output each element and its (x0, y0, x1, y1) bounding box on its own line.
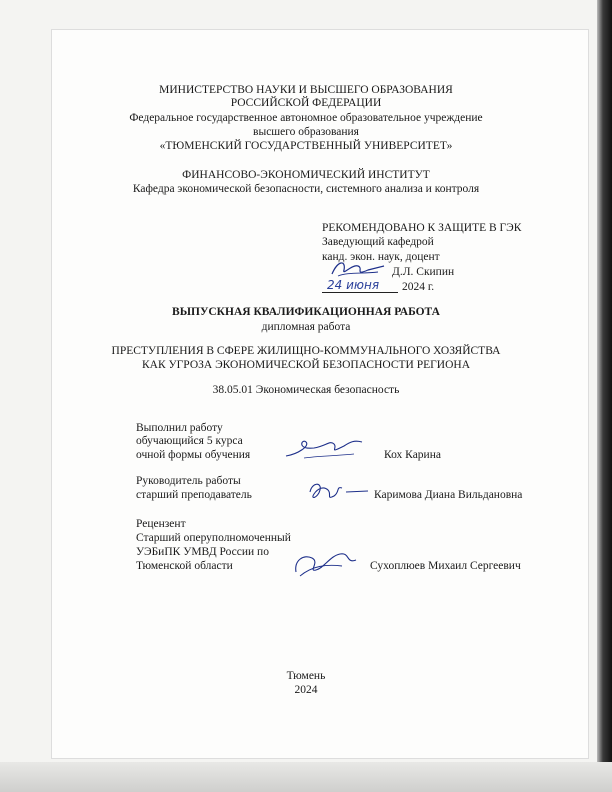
author-line1: Выполнил работу (136, 422, 223, 434)
ministry-line1: МИНИСТЕРСТВО НАУКИ И ВЫСШЕГО ОБРАЗОВАНИЯ (159, 84, 453, 96)
supervisor-line1: Руководитель работы (136, 475, 241, 487)
author-signature (284, 436, 364, 462)
specialty: 38.05.01 Экономическая безопасность (212, 384, 400, 396)
topic-line1: ПРЕСТУПЛЕНИЯ В СФЕРЕ ЖИЛИЩНО-КОММУНАЛЬНОГО ХОЗЯЙСТВА (111, 345, 501, 357)
head-signature (328, 256, 388, 280)
reviewer-line3: УЭБиПК УМВД России по (136, 546, 269, 558)
footer-year: 2024 (294, 684, 318, 696)
institute-name: ФИНАНСОВО-ЭКОНОМИЧЕСКИЙ ИНСТИТУТ (182, 169, 430, 181)
reviewer-line1: Рецензент (136, 518, 186, 530)
org-line1: Федеральное государственное автономное образовательное учреждение (129, 112, 483, 124)
approval-title: РЕКОМЕНДОВАНО К ЗАЩИТЕ В ГЭК (322, 222, 522, 234)
approval-year: 2024 г. (402, 281, 435, 293)
work-subtype: дипломная работа (261, 321, 351, 333)
scan-edge-bottom (0, 762, 612, 792)
date-underline (322, 292, 398, 293)
topic-line2: КАК УГРОЗА ЭКОНОМИЧЕСКОЙ БЕЗОПАСНОСТИ РЕГИОНА (141, 359, 470, 371)
university-name: «ТЮМЕНСКИЙ ГОСУДАРСТВЕННЫЙ УНИВЕРСИТЕТ» (159, 140, 453, 152)
author-line3: очной формы обучения (136, 449, 251, 461)
supervisor-signature (306, 478, 372, 504)
approval-degree: канд. экон. наук, доцент (322, 251, 440, 263)
reviewer-signature (290, 546, 360, 580)
author-line2: обучающийся 5 курса (136, 435, 243, 447)
supervisor-line2: старший преподаватель (136, 489, 252, 501)
approval-position: Заведующий кафедрой (322, 236, 434, 248)
approval-date-handwritten: 24 июня (327, 278, 380, 292)
reviewer-name: Сухоплюев Михаил Сергеевич (370, 560, 521, 572)
ministry-line2: РОССИЙСКОЙ ФЕДЕРАЦИИ (230, 97, 382, 109)
reviewer-line4: Тюменской области (136, 560, 233, 572)
approval-name: Д.Л. Скипин (392, 266, 455, 278)
department-name: Кафедра экономической безопасности, системного анализа и контроля (132, 183, 480, 195)
org-line2: высшего образования (253, 126, 359, 138)
footer-city: Тюмень (286, 670, 326, 682)
reviewer-line2: Старший оперуполномоченный (136, 532, 291, 544)
work-type: ВЫПУСКНАЯ КВАЛИФИКАЦИОННАЯ РАБОТА (172, 306, 440, 318)
supervisor-name: Каримова Диана Вильдановна (374, 489, 523, 501)
author-name: Кох Карина (384, 449, 441, 461)
